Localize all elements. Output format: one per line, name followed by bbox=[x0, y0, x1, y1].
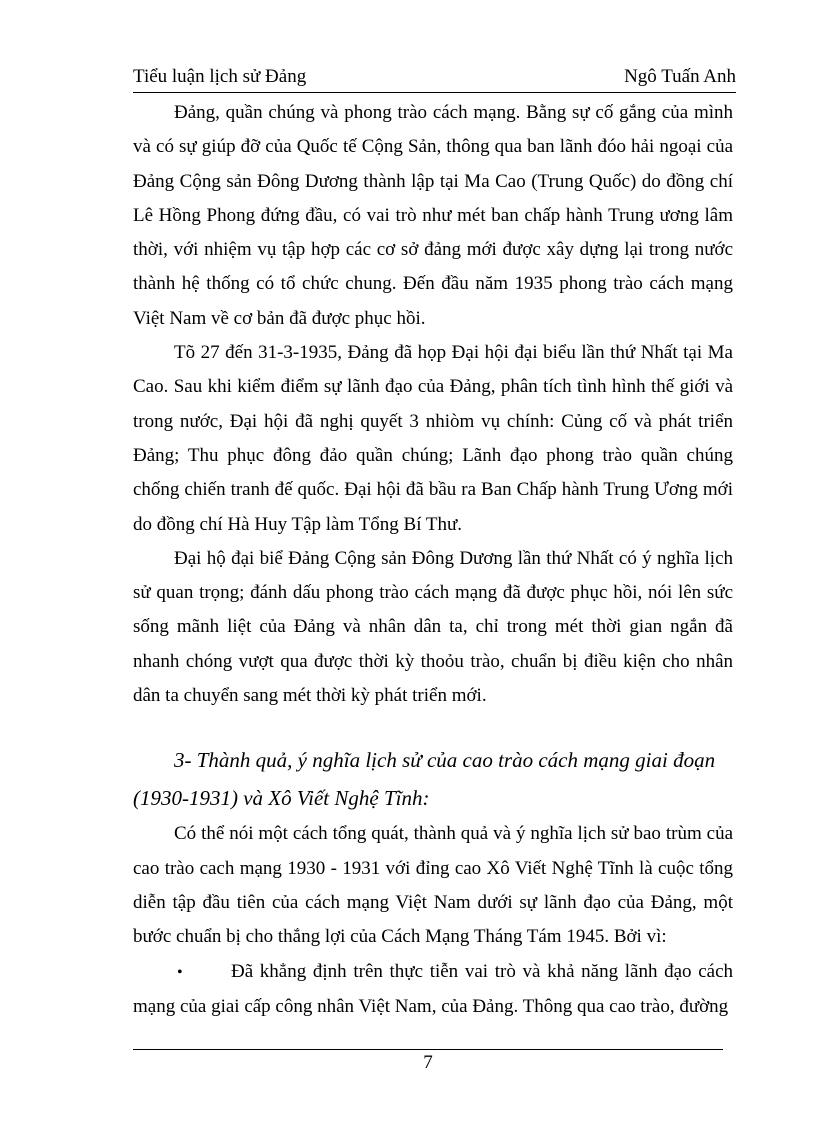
page-number: 7 bbox=[423, 1052, 433, 1073]
paragraph-4: Có thể nói một cách tổng quát, thành quả và ý nghĩa lịch sử bao trùm của cao trào cach mạng 1930 - 1931 với đỉng cao Xô Viết Nghệ Tĩnh là cuộc tổng diễn tập đầu tiên của cách mạng Việt Nam dưới sự lãnh đạo của Đảng, một bước chuẩn bị cho thắng lợi của Cách Mạng Tháng Tám 1945. Bởi vì: bbox=[133, 823, 733, 948]
section-gap bbox=[133, 713, 733, 741]
bullet-icon: • bbox=[177, 963, 183, 981]
bullet-text: Đã khẳng định trên thực tiễn vai trò và khả năng lãnh đạo cách mạng của giai cấp công nhân Việt Nam, của Đảng. Thông qua cao trào, đường bbox=[133, 960, 733, 1017]
section-heading: 3- Thành quả, ý nghĩa lịch sử của cao trào cách mạng giai đoạn (1930-1931) và Xô Viết Nghệ Tĩnh: bbox=[133, 748, 716, 811]
header-title: Tiểu luận lịch sử Đảng bbox=[133, 66, 307, 87]
footer-divider bbox=[133, 1049, 723, 1050]
header-author: Ngô Tuấn Anh bbox=[624, 66, 736, 87]
page-header bbox=[133, 64, 736, 93]
page-body bbox=[133, 96, 733, 1024]
paragraph-1: Đảng, quần chúng và phong trào cách mạng. Bằng sự cố gắng của mình và có sự giúp đỡ của Quốc tế Cộng Sản, thông qua ban lãnh đóo hải ngoại của Đảng Cộng sản Đông Dương thành lập tại Ma Cao (Trung Quốc) do đồng chí Lê Hồng Phong đứng đầu, có vai trò như mét ban chấp hành Trung ương lâm thời, với nhiệm vụ tập hợp các cơ sở đảng mới được xây dựng lại trong nước thành hệ thống có tổ chức chung. Đến đầu năm 1935 phong trào cách mạng Việt Nam về cơ bản đã được phục hồi. bbox=[133, 102, 733, 329]
paragraph-2: Tõ 27 đến 31-3-1935, Đảng đã họp Đại hội đại biểu lần thứ Nhất tại Ma Cao. Sau khi kiểm điểm sự lãnh đạo của Đảng, phân tích tình hình thế giới và trong nước, Đại hội đã nghị quyết 3 nhiòm vụ chính: Củng cố và phát triển Đảng; Thu phục đông đảo quần chúng; Lãnh đạo phong trào quần chúng chống chiến tranh đế quốc. Đại hội đã bầu ra Ban Chấp hành Trung Ương mới do đồng chí Hà Huy Tập làm Tổng Bí Thư. bbox=[133, 342, 733, 535]
bullet-item bbox=[133, 955, 733, 1025]
paragraph-3: Đại hộ đại biể Đảng Cộng sản Đông Dương lần thứ Nhất có ý nghĩa lịch sử quan trọng; đánh dấu phong trào cách mạng đã được phục hồi, nói lên sức sống mãnh liệt của Đảng và nhân dân ta, chỉ trong mét thời gian ngắn đã nhanh chóng vượt qua được thời kỳ thoỏu trào, chuẩn bị điều kiện cho nhân dân ta chuyển sang mét thời kỳ phát triển mới. bbox=[133, 547, 733, 707]
